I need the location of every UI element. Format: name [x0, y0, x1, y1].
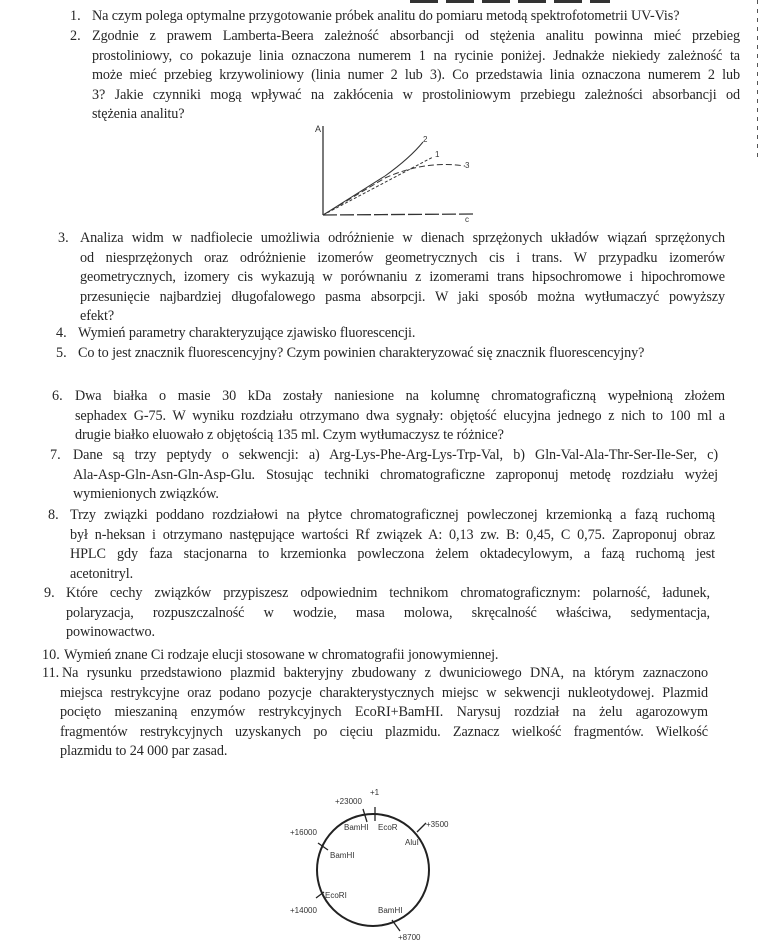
question-number: 11.: [42, 665, 60, 681]
question-text-line: był n-heksan i otrzymano następujące wartości Rf związek A: 0,13 zw. B: 0,45, C 0,75. Zaproponuj obraz: [70, 526, 715, 543]
question-text-line: Trzy związki poddano rozdziałowi na płytce chromatograficznej powleczonej krzemionką a fazą ruchomą: [70, 507, 715, 523]
question-text-line: fragmentów restrykcyjnych uzyskanych po cięciu plazmidu. Zaznacz wielkość fragmentów. Wielkość: [60, 723, 708, 740]
line-1-label: 1: [435, 150, 440, 159]
question-number: 7.: [50, 447, 61, 463]
question-number: 2.: [70, 28, 81, 44]
position-label: +23000: [335, 797, 362, 806]
x-axis: [323, 214, 475, 215]
question-text-line: powinowactwo.: [66, 624, 155, 640]
site-label: EcoRI: [325, 891, 347, 900]
site-label: AluI: [405, 838, 419, 847]
question-text-line: pocięto mieszaniną enzymów restrykcyjnych EcoRI+BamHI. Narysuj rozdział na żelu agarozowym: [60, 704, 708, 720]
question-text-line: 3? Jakie czynniki mogą wpływać na zakłócenia w prostoliniowym przebiegu zależności absorbancji od: [92, 86, 740, 103]
question-number: 9.: [44, 585, 55, 601]
question-text-line: Na czym polega optymalne przygotowanie próbek analitu do pomiaru metodą spektrofotometrii UV-Vis?: [92, 8, 680, 24]
question-text-line: Dwa białka o masie 30 kDa zostały naniesione na kolumnę chromatograficzną wypełnioną złożem: [75, 388, 725, 404]
question-number: 10.: [42, 647, 60, 663]
question-text-line: Dane są trzy peptydy o sekwencji: a) Arg-Lys-Phe-Arg-Lys-Trp-Val, b) Gln-Val-Ala-Thr-Ser-Ile-Ser, c): [73, 447, 718, 463]
question-text-line: Co to jest znacznik fluorescencyjny? Czym powinien charakteryzować się znacznik fluorescencyjny?: [78, 345, 645, 361]
question-text-line: może mieć przebieg krzywoliniowy (linia numer 2 lub 3). Co przedstawia linia oznaczona numerem 2 lub: [92, 67, 740, 83]
question-text-line: Ala-Asp-Gln-Asn-Gln-Asp-Glu. Stosując techniki chromatograficzne zaproponuj metodę rozdziału wyżej: [73, 466, 718, 483]
position-label: +1: [370, 788, 380, 797]
line-2: [323, 142, 423, 215]
question-text-line: geometrycznych, izomery cis wykazują w porównaniu z izomerami trans hipsochromowe i hipochromowe: [80, 269, 725, 285]
site-label: BamHI: [330, 851, 355, 860]
line-3: [323, 165, 465, 216]
question-text-line: drugie białko eluowało z objętością 135 ml. Czym wytłumaczysz te różnice?: [75, 427, 504, 443]
position-label: +14000: [290, 906, 317, 915]
question-text-line: sephadex G-75. W wyniku rozdziału otrzymano dwa sygnały: objętość elucyjna jednego z nich to 100 ml a: [75, 407, 725, 424]
question-text-line: Które cechy związków przypiszesz odpowiednim technikom chromatograficznym: polarność, ładunek,: [66, 585, 710, 601]
position-label: +3500: [426, 820, 449, 829]
plasmid-diagram: [280, 785, 470, 945]
line-2-label: 2: [423, 135, 428, 144]
position-label: +16000: [290, 828, 317, 837]
question-text-line: od niesprzężonych oraz odróżnienie izomerów geometrycznych cis i trans. W przypadku izomerów: [80, 249, 725, 266]
question-text-line: acetonitryl.: [70, 565, 134, 582]
question-text-line: wymienionych związków.: [73, 486, 219, 502]
position-label: +8700: [398, 933, 421, 942]
question-number: 3.: [58, 230, 69, 246]
plasmid-circle: [317, 814, 429, 926]
question-number: 8.: [48, 507, 59, 523]
question-text-line: przesunięcie najbardziej długofalowego pasma absorpcji. W jaki sposób można wytłumaczyć powyższy: [80, 288, 725, 305]
question-text-line: efekt?: [80, 308, 115, 324]
question-text-line: miejsca restrykcyjne oraz podano pozycje charakterystycznych miejsc w sekwencji nukleotydowej. Plazmid: [60, 684, 708, 701]
y-axis-label: A: [315, 124, 322, 134]
question-number: 1.: [70, 8, 81, 24]
top-dashed-line: [410, 0, 610, 3]
question-text-line: prostoliniowy, co pokazuje linia oznaczona numerem 1 na rycinie poniżej. Jednakże niekiedy zależność ta: [92, 47, 740, 64]
absorbance-figure: [305, 118, 480, 223]
question-number: 5.: [56, 345, 67, 361]
question-text-line: stężenia analitu?: [92, 106, 185, 122]
site-label: EcoR: [378, 823, 398, 832]
question-text-line: HPLC gdy faza stacjonarna to krzemionka powleczona żelem oktadecylowym, a fazą ruchomą jest: [70, 546, 715, 562]
question-text-line: Wymień znane Ci rodzaje elucji stosowane w chromatografii jonowymiennej.: [64, 647, 499, 663]
x-axis-label: c: [465, 215, 469, 223]
site-label: BamHI: [378, 906, 403, 915]
line-3-label: 3: [465, 161, 470, 170]
scan-edge: [757, 0, 758, 160]
question-text-line: Zgodnie z prawem Lamberta-Beera zależność absorbancji od stężenia analitu powinna mieć przebieg: [92, 28, 740, 44]
question-text-line: plazmidu to 24 000 par zasad.: [60, 743, 228, 759]
question-text-line: polaryzacja, rozpuszczalność w wodzie, masa molowa, skręcalność właściwa, sedymentacja,: [66, 604, 710, 621]
question-number: 6.: [52, 388, 63, 404]
question-text-line: Na rysunku przedstawiono plazmid bakteryjny zbudowany z dwuniciowego DNA, na którym zaznaczono: [62, 665, 708, 681]
question-text-line: Analiza widm w nadfiolecie umożliwia odróżnienie w dienach sprzężonych układów wiązań sprzężonych: [80, 230, 725, 246]
question-number: 4.: [56, 325, 67, 341]
line-1: [323, 157, 433, 215]
site-label: BamHI: [344, 823, 369, 832]
site-tick: [417, 823, 426, 832]
question-text-line: Wymień parametry charakteryzujące zjawisko fluorescencji.: [78, 325, 416, 341]
